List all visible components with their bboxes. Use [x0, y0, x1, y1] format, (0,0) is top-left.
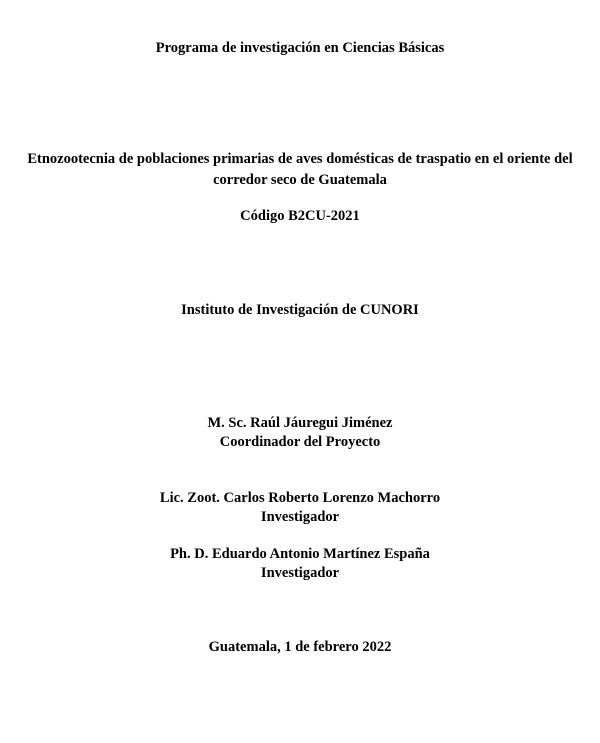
- place-date: Guatemala, 1 de febrero 2022: [208, 639, 392, 655]
- coordinator-role: Coordinador del Proyecto: [219, 434, 381, 450]
- title-line-2: corredor seco de Guatemala: [213, 172, 387, 188]
- project-code: Código B2CU-2021: [240, 208, 360, 224]
- investigator-2-name: Ph. D. Eduardo Antonio Martínez España: [170, 546, 430, 562]
- investigator-1-role: Investigador: [260, 509, 340, 525]
- institute-name: Instituto de Investigación de CUNORI: [181, 302, 419, 318]
- investigator-2-role: Investigador: [260, 565, 340, 581]
- investigator-1-name: Lic. Zoot. Carlos Roberto Lorenzo Machorro: [159, 490, 441, 506]
- title-line-1: Etnozootecnia de poblaciones primarias de aves domésticas de traspatio en el oriente del: [27, 151, 573, 167]
- coordinator-name: M. Sc. Raúl Jáuregui Jiménez: [207, 415, 393, 431]
- program-heading: Programa de investigación en Ciencias Básicas: [155, 40, 445, 56]
